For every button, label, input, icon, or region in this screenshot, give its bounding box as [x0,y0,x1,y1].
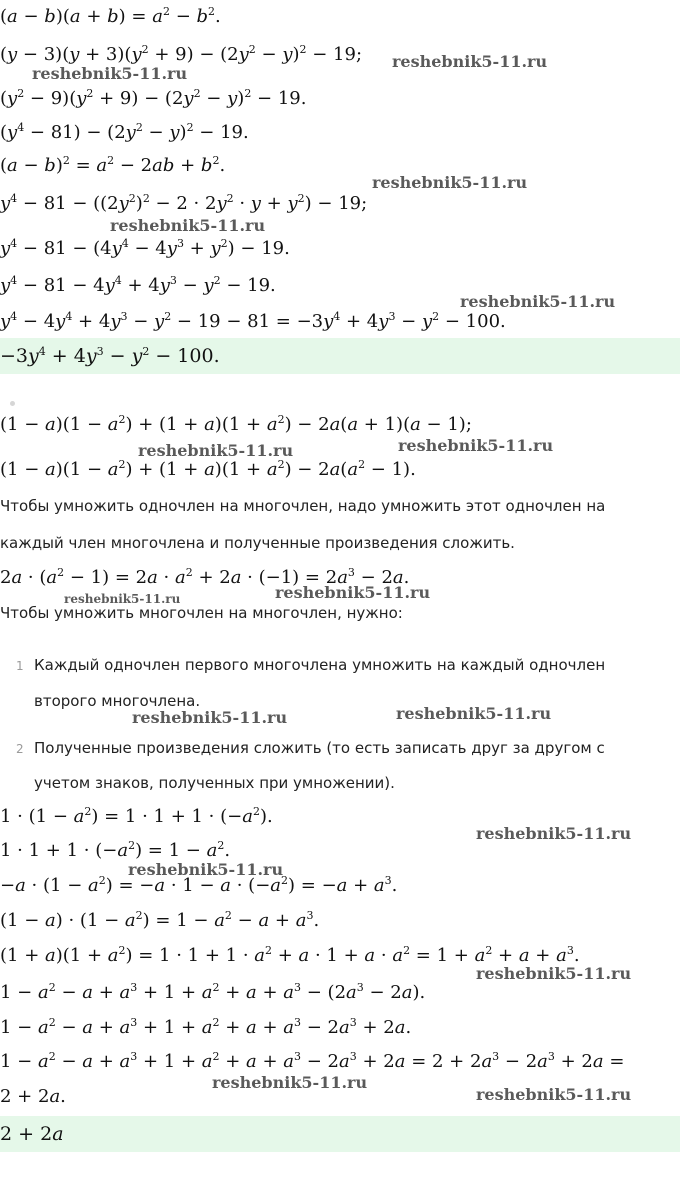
watermark: reshebnik5-11.ru [476,1085,632,1104]
math-line: $1 - a^2 - a + a^3 + 1 + a^2 + a + a^3 - (2a^3 - 2a)$. [0,981,426,1003]
watermark: reshebnik5-11.ru [398,436,554,455]
rule-text: каждый член многочлена и полученные произведения сложить. [0,534,515,552]
answer-box [0,338,680,374]
math-line: $(y - 3)(y + 3)(y^2 + 9) - (2y^2 - y)^2 - 19$; [0,43,363,65]
step-text: второго многочлена. [34,692,201,710]
separator-dot [10,401,15,406]
math-line: $(a - b)^2 = a^2 - 2ab + b^2$. [0,154,226,176]
math-line: $y^4 - 4y^4 + 4y^3 - y^2 - 19 - 81 = -3y^4 + 4y^3 - y^2 - 100$. [0,310,506,332]
watermark: reshebnik5-11.ru [132,708,288,727]
math-line: $-a \cdot (1 - a^2) = -a \cdot 1 - a \cdot (-a^2) = -a + a^3$. [0,874,398,896]
math-line: $1 - a^2 - a + a^3 + 1 + a^2 + a + a^3 - 2a^3 + 2a = 2 + 2a^3 - 2a^3 + 2a$ = [0,1050,625,1072]
answer-text: 2 + 2a [0,1123,64,1145]
rule-text: Чтобы умножить одночлен на многочлен, надо умножить этот одночлен на [0,497,606,515]
watermark: reshebnik5-11.ru [110,216,266,235]
watermark: reshebnik5-11.ru [372,173,528,192]
watermark: reshebnik5-11.ru [32,64,188,83]
math-line: $1 \cdot 1 + 1 \cdot (-a^2) = 1 - a^2$. [0,839,231,861]
math-line: $2a \cdot (a^2 - 1) = 2a \cdot a^2 + 2a \cdot (-1) = 2a^3 - 2a$. [0,566,410,588]
math-line: $(1 + a)(1 + a^2) = 1 \cdot 1 + 1 \cdot a^2 + a \cdot 1 + a \cdot a^2 = 1 + a^2 + a + a^3$. [0,944,580,966]
math-line: $1 \cdot (1 - a^2) = 1 \cdot 1 + 1 \cdot (-a^2)$. [0,805,273,827]
math-line: 2 + 2a. [0,1086,66,1107]
math-line: $(1 - a)(1 - a^2) + (1 + a)(1 + a^2) - 2a(a^2 - 1)$. [0,458,416,480]
math-line: $(y^2 - 9)(y^2 + 9) - (2y^2 - y)^2 - 19$. [0,87,307,109]
rule-text: Чтобы умножить многочлен на многочлен, нужно: [0,604,403,622]
watermark: reshebnik5-11.ru [275,583,431,602]
answer-text: $-3y^4 + 4y^3 - y^2 - 100$. [0,345,220,367]
step-number: 1 [16,659,24,673]
watermark: reshebnik5-11.ru [212,1073,368,1092]
watermark: reshebnik5-11.ru [64,592,181,606]
answer-box [0,1116,680,1152]
math-line: $y^4 - 81 - 4y^4 + 4y^3 - y^2 - 19$. [0,274,276,296]
watermark: reshebnik5-11.ru [460,292,616,311]
math-line: $y^4 - 81 - ((2y^2)^2 - 2 \cdot 2y^2 \cdot y + y^2) - 19$; [0,192,368,214]
math-line: $y^4 - 81 - (4y^4 - 4y^3 + y^2) - 19$. [0,237,290,259]
watermark: reshebnik5-11.ru [128,860,284,879]
math-line: $1 - a^2 - a + a^3 + 1 + a^2 + a + a^3 - 2a^3 + 2a$. [0,1016,412,1038]
step-number: 2 [16,742,24,756]
watermark: reshebnik5-11.ru [476,964,632,983]
watermark: reshebnik5-11.ru [396,704,552,723]
watermark: reshebnik5-11.ru [138,441,294,460]
watermark: reshebnik5-11.ru [392,52,548,71]
math-line: $(1 - a)(1 - a^2) + (1 + a)(1 + a^2) - 2a(a + 1)(a - 1)$; [0,413,472,435]
math-line: $(a - b)(a + b) = a^2 - b^2$. [0,5,221,27]
step-text: Полученные произведения сложить (то есть записать друг за другом с [34,739,605,757]
step-text: учетом знаков, полученных при умножении). [34,774,395,792]
watermark: reshebnik5-11.ru [476,824,632,843]
math-line: $(1 - a) \cdot (1 - a^2) = 1 - a^2 - a + a^3$. [0,909,320,931]
step-text: Каждый одночлен первого многочлена умножить на каждый одночлен [34,656,606,674]
math-line: $(y^4 - 81) - (2y^2 - y)^2 - 19$. [0,121,249,143]
